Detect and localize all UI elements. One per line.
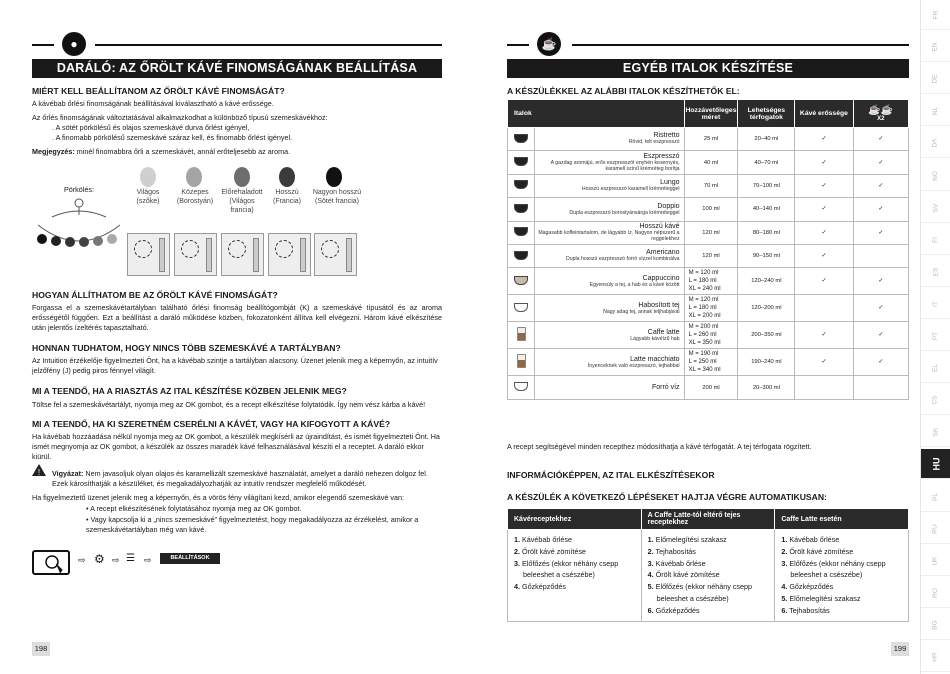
- drink-range: 20–300 ml: [738, 376, 795, 399]
- roast-light: Világos (szőke): [136, 189, 160, 205]
- grind-medium-image: [221, 233, 264, 276]
- language-tab-pt[interactable]: PT: [921, 321, 950, 351]
- table-row: [508, 376, 909, 399]
- col-caffe-latte: Caffe Latte esetén: [775, 509, 909, 530]
- text-why-2: Az őrlés finomságának változtatásával alkalmazkodhat a különböző típusú szemeskávékhoz:: [32, 113, 328, 122]
- drink-size: M = 120 ml L = 180 ml XL = 240 ml: [684, 268, 738, 295]
- drink-name-cell: Cappuccino Egyensúly a tej, a hab és a kávé között: [535, 268, 684, 295]
- drink-size: 100 ml: [684, 198, 738, 221]
- drink-range: 190–240 ml: [738, 349, 795, 376]
- drink-strength: [795, 376, 853, 399]
- heading-how: HOGYAN ÁLLÍTHATOM BE AZ ŐRÖLT KÁVÉ FINOMSÁGÁT?: [32, 290, 278, 300]
- drink-size: M = 200 ml L = 260 ml XL = 350 ml: [684, 322, 738, 349]
- list-icon: ☰: [126, 553, 135, 564]
- table-header: [508, 100, 909, 128]
- step-item: 3. Előfőzés (ekkor néhány csepp beleeshet a csészébe): [514, 558, 619, 580]
- language-tab-uk[interactable]: UK: [921, 546, 950, 576]
- step-item: 3. Kávébab őrlése: [647, 558, 706, 568]
- language-tab-hu[interactable]: HU: [921, 449, 950, 479]
- step-item: 2. Őrölt kávé zömítése: [781, 546, 854, 556]
- text-why-3: . A sötét pörkölésű és olajos szemeskávé durva őrlést igényel,: [52, 123, 250, 132]
- drink-name-cell: Habosított tej Nagy adag tej, annak teljhabjával: [535, 295, 684, 322]
- drink-cup-icon: [508, 349, 535, 376]
- table-row: [508, 198, 909, 221]
- step-item: 6. Gőzképződés: [647, 605, 700, 615]
- heading-table: A KÉSZÜLÉKKEL AZ ALÁBBI ITALOK KÉSZÍTHETŐK EL:: [507, 86, 740, 96]
- col-size: Hozzávetőleges méret: [684, 100, 738, 128]
- drink-x2: ✓: [853, 151, 908, 174]
- heading-change: MI A TEENDŐ, HA KI SZERETNÉM CSERÉLNI A KÁVÉT, VAGY HA KIFOGYOTT A KÁVÉ?: [32, 419, 391, 429]
- text-warn-3: • A recept elkészítésének folytatásához nyomja meg az OK gombot.: [86, 504, 302, 513]
- drink-strength: ✓: [795, 151, 853, 174]
- drink-size: M = 120 ml L = 180 ml XL = 200 ml: [684, 295, 738, 322]
- section-title: DARÁLÓ: AZ ŐRÖLT KÁVÉ FINOMSÁGÁNAK BEÁLLÍTÁSA: [32, 59, 442, 78]
- roast-long: Hosszú (Francia): [272, 189, 301, 205]
- bean-long-icon: [279, 167, 295, 187]
- step-item: 5. Előfőzés (ekkor néhány csepp beleeshet a csészébe): [647, 582, 752, 603]
- drink-x2: ✓: [853, 322, 908, 349]
- drink-cup-icon: [508, 221, 535, 244]
- grind-fine-image: [314, 233, 357, 276]
- language-tab-cs[interactable]: CS: [921, 385, 950, 415]
- language-tab-pl[interactable]: PL: [921, 482, 950, 512]
- drink-name-cell: Hosszú kávé Magasabb koffeintartalom, de lágyabb íz. Nagyon népszerű a reggelekhez: [535, 221, 684, 244]
- header-rule-left: [507, 44, 529, 46]
- text-empty: Az Intuition érzékelője figyelmezteti Önt, ha a kávébab szintje a tartályban alacsony. Üzenet jelenik meg a képernyőn, az intuitív jelzőfény (J) pedig piros fénnyel világít.: [32, 356, 438, 375]
- drink-name-cell: Doppio Dupla eszpresszó borostyánsárga krémréteggel: [535, 198, 684, 221]
- step-item: 1. Kávébab őrlése: [514, 535, 572, 544]
- grinder-dial-illustration: [32, 195, 127, 255]
- drink-cup-icon: [508, 244, 535, 267]
- text-why-4: . A finomabb pörkölésű szemeskávé száraz kell, és finomabb őrlést igényel.: [52, 133, 293, 142]
- language-tab-ro[interactable]: RO: [921, 578, 950, 608]
- step-item: 4. Őrölt kávé zömítése: [647, 570, 720, 580]
- drink-name-cell: Lungo Hosszú eszpresszó karamell krémréteggel: [535, 174, 684, 197]
- step-item: 5. Előmelegítési szakasz: [781, 593, 861, 603]
- drink-size: M = 190 ml L = 250 ml XL = 340 ml: [684, 349, 738, 376]
- drink-cup-icon: [508, 198, 535, 221]
- right-page: [480, 0, 950, 674]
- drink-strength: ✓: [795, 349, 853, 376]
- drink-strength: ✓: [795, 322, 853, 349]
- language-tabs: [920, 0, 950, 674]
- drink-range: 90–150 ml: [738, 244, 795, 267]
- step-item: 2. Tejhabosítás: [647, 546, 696, 556]
- step-item: 2. Őrölt kávé zömítése: [514, 546, 586, 556]
- heading-empty: HONNAN TUDHATOM, HOGY NINCS TÖBB SZEMESKÁVÉ A TARTÁLYBAN?: [32, 343, 341, 353]
- step-item: 1. Kávébab őrlése: [781, 535, 840, 544]
- language-tab-da[interactable]: DA: [921, 128, 950, 158]
- language-tab-it[interactable]: IT: [921, 289, 950, 319]
- step-item: 4. Gőzképződés: [781, 582, 834, 592]
- drink-name-cell: Latte macchiato Ínyenceknek való eszpresszó, tejhabbal: [535, 349, 684, 376]
- drink-range: 20–40 ml: [738, 128, 795, 151]
- coffee-bean-icon: ●: [62, 32, 86, 56]
- drink-x2: ✓: [853, 349, 908, 376]
- roast-medium: Közepes (Borostyán): [176, 189, 214, 205]
- step-item: 6. Tejhabosítás: [781, 605, 830, 615]
- language-tab-bg[interactable]: BG: [921, 610, 950, 640]
- table-row: [508, 322, 909, 349]
- language-tab-de[interactable]: DE: [921, 64, 950, 94]
- page-number: 198: [32, 642, 50, 656]
- heading-why: MIÉRT KELL BEÁLLÍTANOM AZ ŐRÖLT KÁVÉ FINOMSÁGÁT?: [32, 86, 285, 96]
- col-strength: Kávé erőssége: [795, 100, 853, 128]
- grind-coarse-image: [127, 233, 170, 276]
- note-text: Megjegyzés: minél finomabbra őrli a szemeskávét, annál erőteljesebb az aroma.: [32, 147, 291, 156]
- header-rule: [572, 44, 909, 46]
- drink-strength: ✓: [795, 174, 853, 197]
- arrow-icon: ⇨: [112, 555, 120, 565]
- drink-x2: ✓: [853, 221, 908, 244]
- step-item: 3. Előfőzés (ekkor néhány csepp beleeshet a csészébe): [781, 558, 886, 580]
- table-row: [508, 295, 909, 322]
- drink-name-cell: Forró víz: [535, 376, 684, 399]
- table-row: [508, 128, 909, 151]
- drink-x2: [853, 244, 908, 267]
- drink-x2: ✓: [853, 198, 908, 221]
- text-warn-4: • Vagy kapcsolja ki a „nincs szemeskávé” figyelmeztetést, hogy megakadályozza az érzékelést, amikor a szemeskávétartályban még van kávé.: [86, 515, 419, 534]
- drink-cup-icon: [508, 151, 535, 174]
- language-tab-fr[interactable]: FR: [921, 0, 950, 30]
- drink-size: 25 ml: [684, 128, 738, 151]
- roast-label: Pörkölés:: [64, 185, 94, 194]
- language-tab-nl[interactable]: NL: [921, 96, 950, 126]
- heading-auto: A KÉSZÜLÉK A KÖVETKEZŐ LÉPÉSEKET HAJTJA VÉGRE AUTOMATIKUSAN:: [507, 492, 827, 502]
- drink-name-cell: Eszpresszó A gazdag aromájú, erős eszpresszót enyhén kesernyés, karamell színű krémréteg borítja: [535, 151, 684, 174]
- section-title: EGYÉB ITALOK KÉSZÍTÉSE: [507, 59, 909, 78]
- drink-cup-icon: [508, 128, 535, 151]
- drink-x2: ✓: [853, 295, 908, 322]
- drink-name-cell: Americano Dupla hosszú eszpresszó forró vízzel kombinálva: [535, 244, 684, 267]
- language-tab-es[interactable]: ES: [921, 257, 950, 287]
- drink-range: 120–200 ml: [738, 295, 795, 322]
- table-row: [508, 268, 909, 295]
- drink-range: 120–240 ml: [738, 268, 795, 295]
- col-drinks: Italok: [508, 100, 685, 128]
- drink-range: 40–140 ml: [738, 198, 795, 221]
- language-tab-no[interactable]: NO: [921, 161, 950, 191]
- grind-medium-fine-image: [268, 233, 311, 276]
- language-tab-en[interactable]: EN: [921, 32, 950, 62]
- table-row: [508, 221, 909, 244]
- text-why-1: A kávébab őrlési finomságának beállításával kiválasztható a kávé erőssége.: [32, 99, 274, 108]
- table-row: [508, 244, 909, 267]
- steps-column: [508, 530, 642, 622]
- touchscreen-icon: [32, 550, 70, 575]
- drinks-table: [507, 99, 909, 400]
- roast-advanced: Előrehaladott (Világos francia): [221, 189, 263, 214]
- arrow-icon: ⇨: [144, 555, 152, 565]
- drink-range: 40–70 ml: [738, 151, 795, 174]
- steps-column: [641, 530, 775, 622]
- drink-strength: ✓: [795, 128, 853, 151]
- step-item: 4. Gőzképződés: [514, 582, 566, 592]
- bean-medium-icon: [186, 167, 202, 187]
- drink-range: 200–350 ml: [738, 322, 795, 349]
- drink-range: 70–100 ml: [738, 174, 795, 197]
- step-item: 1. Előmelegítési szakasz: [647, 535, 727, 544]
- warning-text: Vigyázat: Nem javasoljuk olyan olajos és karamellizált szemeskávé használatát, amelyet a daráló nehezen dolgoz fel. Ezek károsíthatják a készüléket, és megakadályozhatják az intuitív rendszer megfelelő működését.: [52, 469, 428, 488]
- table-row: [508, 349, 909, 376]
- table-row: [508, 174, 909, 197]
- text-recipe: A recept segítségével minden recepthez módosíthatja a kávé térfogatát. A tej térfogata rögzített.: [507, 442, 812, 451]
- page-number: 199: [891, 642, 909, 656]
- heading-alarm: MI A TEENDŐ, HA A RIASZTÁS AZ ITAL KÉSZÍTÉSE KÖZBEN JELENIK MEG?: [32, 386, 347, 396]
- cup-icon: ☕: [537, 32, 561, 56]
- col-x2: ☕☕ X2: [853, 100, 908, 128]
- col-coffee-recipes: Kávéreceptekhez: [508, 509, 642, 530]
- drink-range: 80–180 ml: [738, 221, 795, 244]
- drink-x2: ✓: [853, 268, 908, 295]
- text-how: Forgassa el a szemeskávétartályban található őrlési finomság beállítógombját (K) a szemeskávé típusától és az aroma erősségétől függően. Ezt a beállítást a daráló működése közben, fokozatonként állítva kell elvégezni. Három kávé elkészítése után jelentős ízeltérés tapasztalható.: [32, 303, 442, 332]
- drink-strength: ✓: [795, 198, 853, 221]
- drink-strength: ✓: [795, 244, 853, 267]
- col-range: Lehetséges térfogatok: [738, 100, 795, 128]
- bean-light-icon: [140, 167, 156, 187]
- header-rule-left: [32, 44, 54, 46]
- gear-icon: ⚙: [94, 552, 105, 566]
- drink-size: 200 ml: [684, 376, 738, 399]
- drink-cup-icon: [508, 174, 535, 197]
- drink-strength: ✓: [795, 268, 853, 295]
- arrow-icon: ⇨: [78, 555, 86, 565]
- col-milk-recipes: A Caffe Latte-tól eltérő tejes receptekhez: [641, 509, 775, 530]
- settings-button[interactable]: BEÁLLÍTÁSOK: [160, 553, 220, 564]
- language-tab-hr[interactable]: HR: [921, 642, 950, 672]
- drink-size: 70 ml: [684, 174, 738, 197]
- grind-medium-coarse-image: [174, 233, 217, 276]
- table-row: [508, 151, 909, 174]
- svg-text:!: !: [37, 468, 41, 476]
- language-tab-sk[interactable]: SK: [921, 417, 950, 447]
- warning-icon: [32, 464, 46, 476]
- drink-cup-icon: [508, 295, 535, 322]
- text-alarm: Töltse fel a szemeskávétartályt, nyomja meg az OK gombot, és a recept elkészítése folytatódik. Így nem vész kárba a kávé!: [32, 400, 426, 409]
- language-tab-ru[interactable]: RU: [921, 514, 950, 544]
- steps-column: [775, 530, 909, 622]
- drink-x2: ✓: [853, 174, 908, 197]
- heading-info: INFORMÁCIÓKÉPPEN, AZ ITAL ELKÉSZÍTÉSEKOR: [507, 470, 715, 480]
- drink-cup-icon: [508, 322, 535, 349]
- bean-very-long-icon: [326, 167, 342, 187]
- language-tab-fi[interactable]: FI: [921, 225, 950, 255]
- drink-x2: [853, 376, 908, 399]
- drink-size: 120 ml: [684, 221, 738, 244]
- text-change: Ha kávébab hozzáadása nélkül nyomja meg az OK gombot, a készülék megkísérli az újraindítást, és ismét figyelmezteti Önt. Ha ismét megnyomja az OK gombot, a készülék az összes maradék kávé felhasználásával készíti el a receptet. A daráló ekkor kiürül.: [32, 432, 440, 461]
- drink-size: 120 ml: [684, 244, 738, 267]
- language-tab-sv[interactable]: SV: [921, 193, 950, 223]
- drink-size: 40 ml: [684, 151, 738, 174]
- steps-table: [507, 508, 909, 622]
- drink-strength: [795, 295, 853, 322]
- text-warn-2: Ha figyelmeztető üzenet jelenik meg a képernyőn, és a vörös fény világítani kezd, amikor elegendő szemeskávé van:: [32, 493, 404, 502]
- language-tab-el[interactable]: EL: [921, 353, 950, 383]
- roast-very-long: Nagyon hosszú (Sötét francia): [312, 189, 362, 205]
- drink-name-cell: Ristretto Rövid, telt eszpresszó: [535, 128, 684, 151]
- drink-cup-icon: [508, 376, 535, 399]
- drink-cup-icon: [508, 268, 535, 295]
- drink-name-cell: Caffe latte Lágyabb kávéízű hab: [535, 322, 684, 349]
- drink-x2: ✓: [853, 128, 908, 151]
- drink-strength: ✓: [795, 221, 853, 244]
- bean-advanced-icon: [234, 167, 250, 187]
- header-rule: [95, 44, 442, 46]
- left-page: [0, 0, 470, 674]
